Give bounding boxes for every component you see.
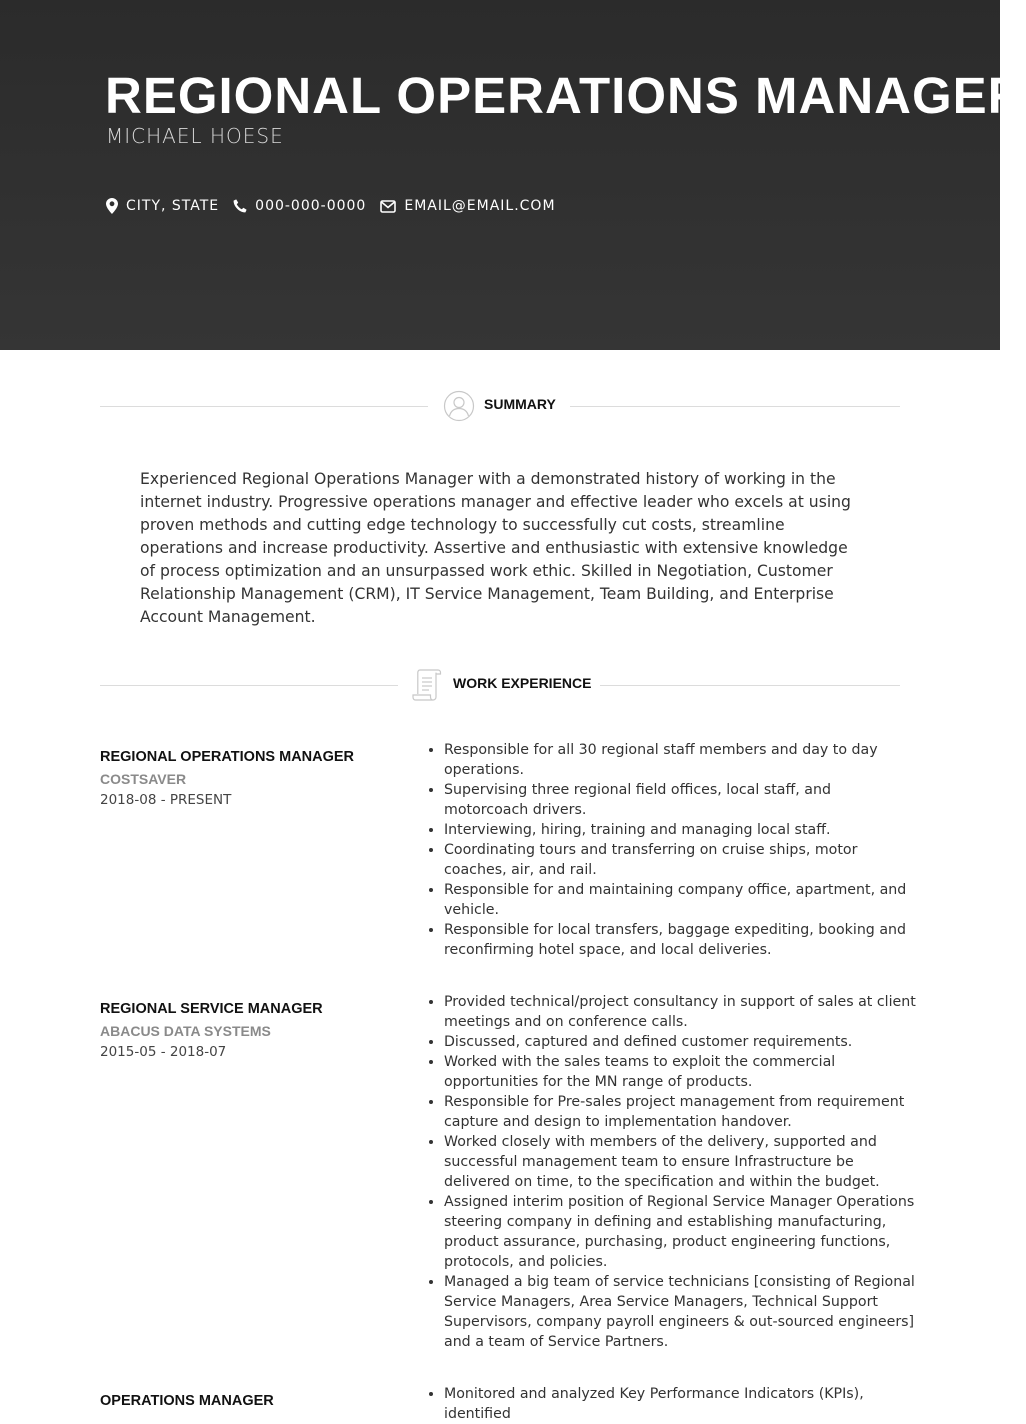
divider-line	[100, 406, 428, 407]
job-bullets	[426, 992, 918, 1352]
job-bullets	[426, 1384, 918, 1424]
job-company: COSTSAVER	[100, 771, 187, 787]
scroll-document-icon	[411, 667, 443, 703]
header-banner	[0, 0, 1026, 350]
job-role: REGIONAL SERVICE MANAGER	[100, 1001, 323, 1017]
contact-email	[380, 198, 555, 214]
bullet-item: • Responsible for all 30 regional staff members and day to day operations.	[444, 740, 918, 780]
bullet-item: • Discussed, captured and defined customer requirements.	[444, 1032, 918, 1052]
bullet-item: • Assigned interim position of Regional Service Manager Operations steering company in defining and establishing manufacturing, product assurance, purchasing, product engineering functions, protocols, and policies.	[444, 1192, 918, 1272]
job-role: OPERATIONS MANAGER	[100, 1393, 274, 1409]
divider-line	[570, 406, 900, 407]
bullet-item: • Worked closely with members of the delivery, supported and successful management team to ensure Infrastructure be delivered on time, to the specification and within the budget.	[444, 1132, 918, 1192]
bullet-item: • Responsible for local transfers, baggage expediting, booking and reconfirming hotel space, and local deliveries.	[444, 920, 918, 960]
email-text: EMAIL@EMAIL.COM	[404, 198, 556, 214]
user-profile-icon	[443, 390, 475, 422]
job-dates: 2015-05 - 2018-07	[100, 1044, 227, 1060]
phone-icon	[233, 199, 247, 213]
map-pin-icon	[106, 198, 118, 214]
experience-heading: WORK EXPERIENCE	[453, 675, 592, 691]
envelope-icon	[380, 200, 396, 213]
bullet-item: • Provided technical/project consultancy in support of sales at client meetings and on conference calls.	[444, 992, 918, 1032]
job-bullets	[426, 740, 918, 960]
summary-heading: SUMMARY	[484, 396, 556, 412]
contact-phone	[233, 198, 366, 214]
divider-line	[100, 685, 398, 686]
summary-paragraph: Experienced Regional Operations Manager with a demonstrated history of working in the internet industry. Progressive operations manager and effective leader who excels at using proven methods and cutting edge technology to successfully cut costs, streamline operations and increase productivity. Assertive and enthusiastic with extensive knowledge of process optimization and an unsurpassed work ethic. Skilled in Negotiation, Customer Relationship Management (CRM), IT Service Management, Team Building, and Enterprise Account Management.	[140, 470, 851, 626]
bullet-item: • Worked with the sales teams to exploit the commercial opportunities for the MN range of products.	[444, 1052, 918, 1092]
job-company: ABACUS DATA SYSTEMS	[100, 1023, 271, 1039]
bullet-item: • Supervising three regional field offices, local staff, and motorcoach drivers.	[444, 780, 918, 820]
bullet-item: • Responsible for and maintaining company office, apartment, and vehicle.	[444, 880, 918, 920]
bullet-item: • Monitored and analyzed Key Performance Indicators (KPIs), identified	[444, 1384, 918, 1424]
contact-location	[106, 198, 219, 214]
person-name: MICHAEL HOESE	[106, 124, 284, 148]
divider-line	[600, 685, 900, 686]
bullet-item: • Responsible for Pre-sales project management from requirement capture and design to implementation handover.	[444, 1092, 918, 1132]
job-dates: 2018-08 - PRESENT	[100, 792, 232, 808]
job-role: REGIONAL OPERATIONS MANAGER	[100, 749, 355, 765]
experience-section-heading	[100, 667, 900, 703]
phone-text: 000-000-0000	[255, 198, 367, 214]
bullet-item: • Coordinating tours and transferring on cruise ships, motor coaches, air, and rail.	[444, 840, 918, 880]
bullet-item: • Managed a big team of service technicians [consisting of Regional Service Managers, Area Service Managers, Technical Support Supervisors, company payroll engineers & out-sourced engineers] and a team of Service Partners.	[444, 1272, 918, 1352]
location-text: CITY, STATE	[126, 198, 220, 214]
bullet-item: • Interviewing, hiring, training and managing local staff.	[444, 820, 918, 840]
job-title: REGIONAL OPERATIONS MANAGER	[105, 67, 1026, 124]
summary-section-heading	[100, 388, 900, 424]
contact-info	[106, 194, 570, 218]
